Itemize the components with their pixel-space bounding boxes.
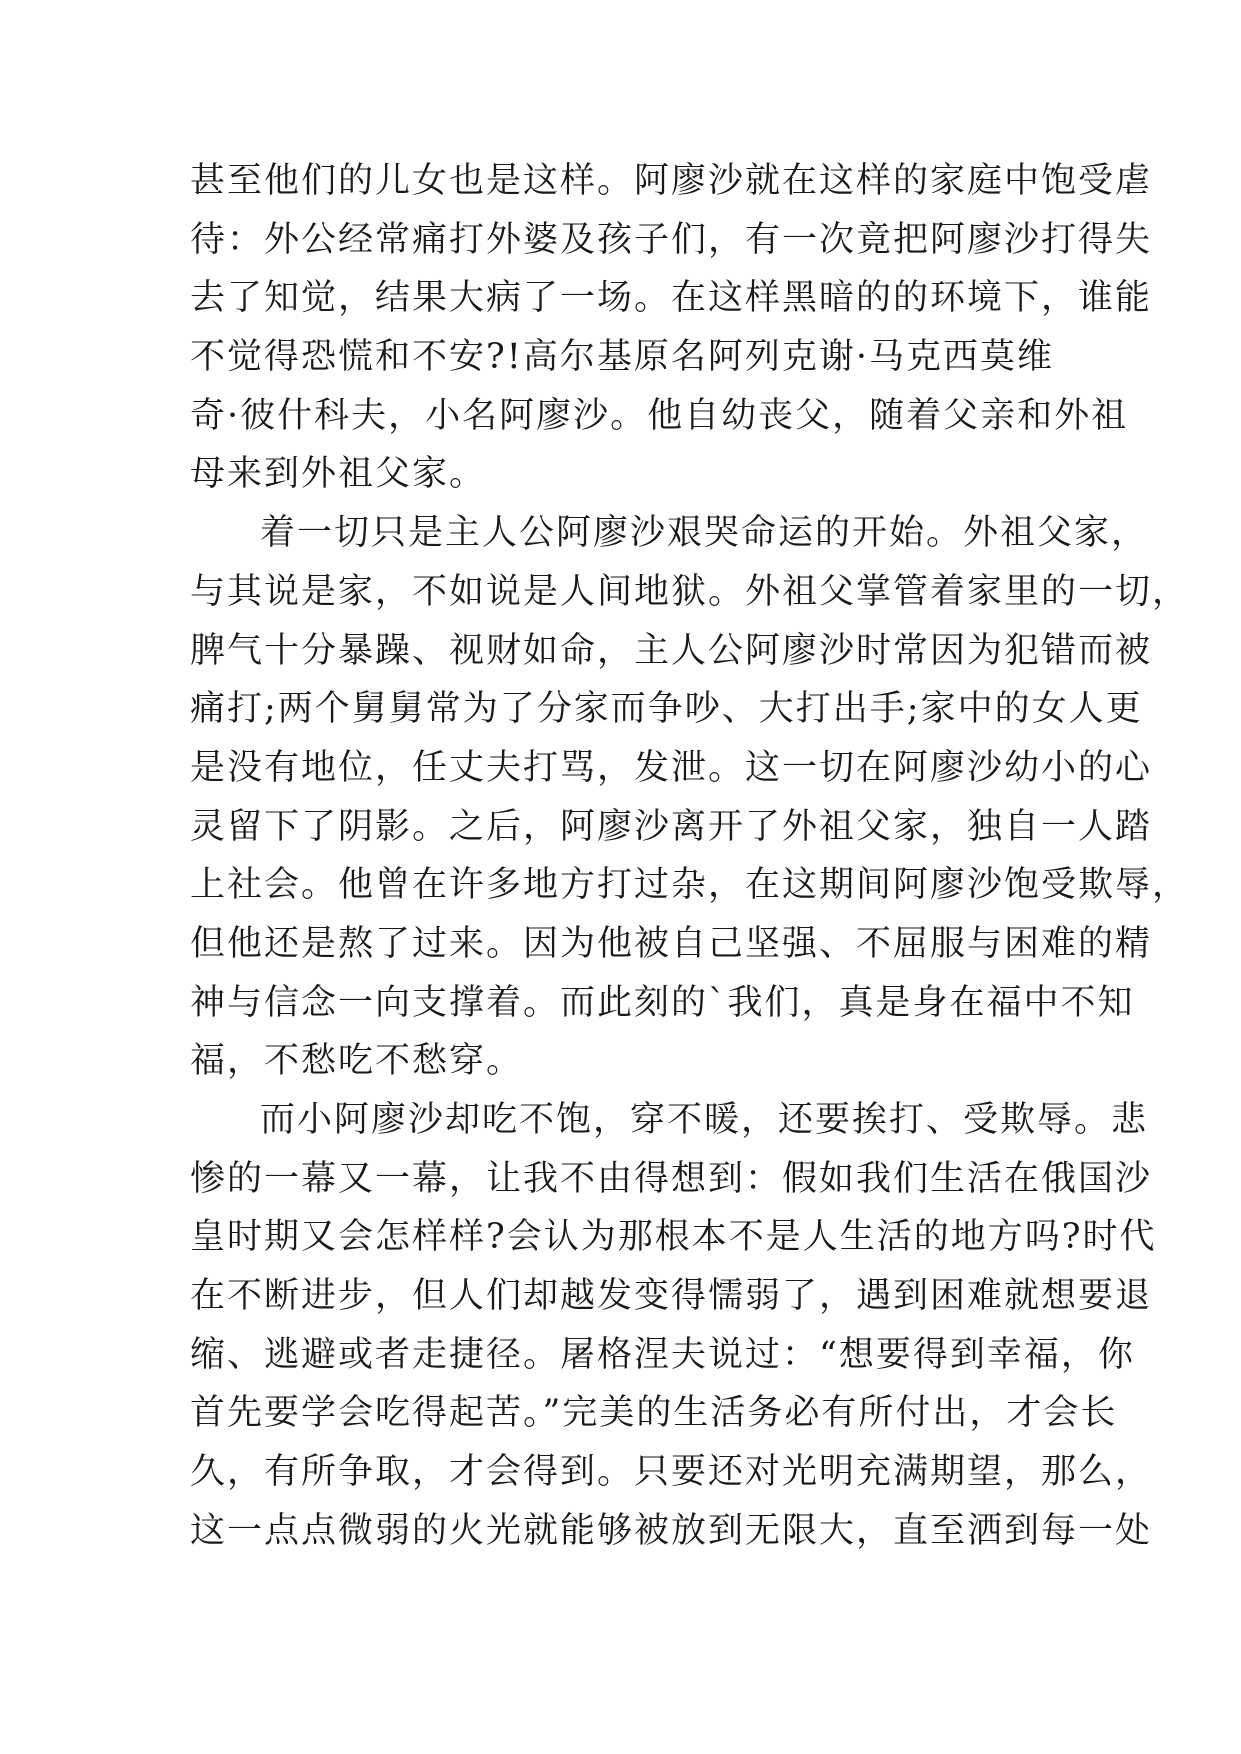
- text-line: 这一点点微弱的火光就能够被放到无限大，直至洒到每一处: [190, 1510, 1153, 1551]
- text-line: 但他还是熬了过来。因为他被自己坚强、不屈服与困难的精: [190, 923, 1153, 964]
- text-line: 脾气十分暴躁、视财如命，主人公阿廖沙时常因为犯错而被: [190, 630, 1153, 671]
- text-line: 甚至他们的儿女也是这样。阿廖沙就在这样的家庭中饱受虐: [190, 161, 1153, 201]
- paragraph-2: [190, 504, 1190, 1091]
- text-line: 而小阿廖沙却吃不饱，穿不暖，还要挨打、受欺辱。悲: [260, 1100, 1149, 1140]
- text-line: 着一切只是主人公阿廖沙艰哭命运的开始。外祖父家，: [260, 513, 1149, 554]
- text-line: 奇·彼什科夫，小名阿廖沙。他自幼丧父，随着父亲和外祖: [190, 395, 1129, 436]
- text-line: 缩、逃避或者走捷径。屠格涅夫说过：“想要得到幸福，你: [190, 1334, 1135, 1375]
- text-line: 灵留下了阴影。之后，阿廖沙离开了外祖父家，独自一人踏: [190, 806, 1153, 847]
- text-line: 惨的一幕又一幕，让我不由得想到：假如我们生活在俄国沙: [190, 1158, 1153, 1199]
- text-line: 福，不愁吃不愁穿。: [190, 1041, 524, 1082]
- paragraph-1: [190, 152, 1153, 504]
- text-line: 在不断进步，但人们却越发变得懦弱了，遇到困难就想要退: [190, 1276, 1153, 1317]
- text-line: 皇时期又会怎样样?会认为那根本不是人生活的地方吗?时代: [190, 1217, 1157, 1258]
- text-line: 首先要学会吃得起苦。”完美的生活务必有所付出，才会长: [190, 1393, 1118, 1434]
- text-line: 去了知觉，结果大病了一场。在这样黑暗的的环境下，谁能: [190, 278, 1153, 319]
- paragraph-3: [190, 1091, 1157, 1561]
- text-line: 痛打;两个舅舅常为了分家而争吵、大打出手;家中的女人更: [190, 689, 1143, 730]
- text-line: 不觉得恐慌和不安?!高尔基原名阿列克谢·马克西莫维: [190, 337, 1054, 378]
- body-text: [190, 152, 1190, 1561]
- text-line: 母来到外祖父家。: [190, 454, 487, 495]
- text-line: 上社会。他曾在许多地方打过杂，在这期间阿廖沙饱受欺辱，: [190, 865, 1190, 906]
- text-line: 久，有所争取，才会得到。只要还对光明充满期望，那么，: [190, 1452, 1153, 1493]
- text-line: 与其说是家，不如说是人间地狱。外祖父掌管着家里的一切，: [190, 571, 1190, 612]
- text-line: 神与信念一向支撑着。而此刻的`我们，真是身在福中不知: [190, 982, 1135, 1023]
- text-line: 待：外公经常痛打外婆及孩子们，有一次竟把阿廖沙打得失: [190, 219, 1153, 260]
- text-line: 是没有地位，任丈夫打骂，发泄。这一切在阿廖沙幼小的心: [190, 747, 1153, 788]
